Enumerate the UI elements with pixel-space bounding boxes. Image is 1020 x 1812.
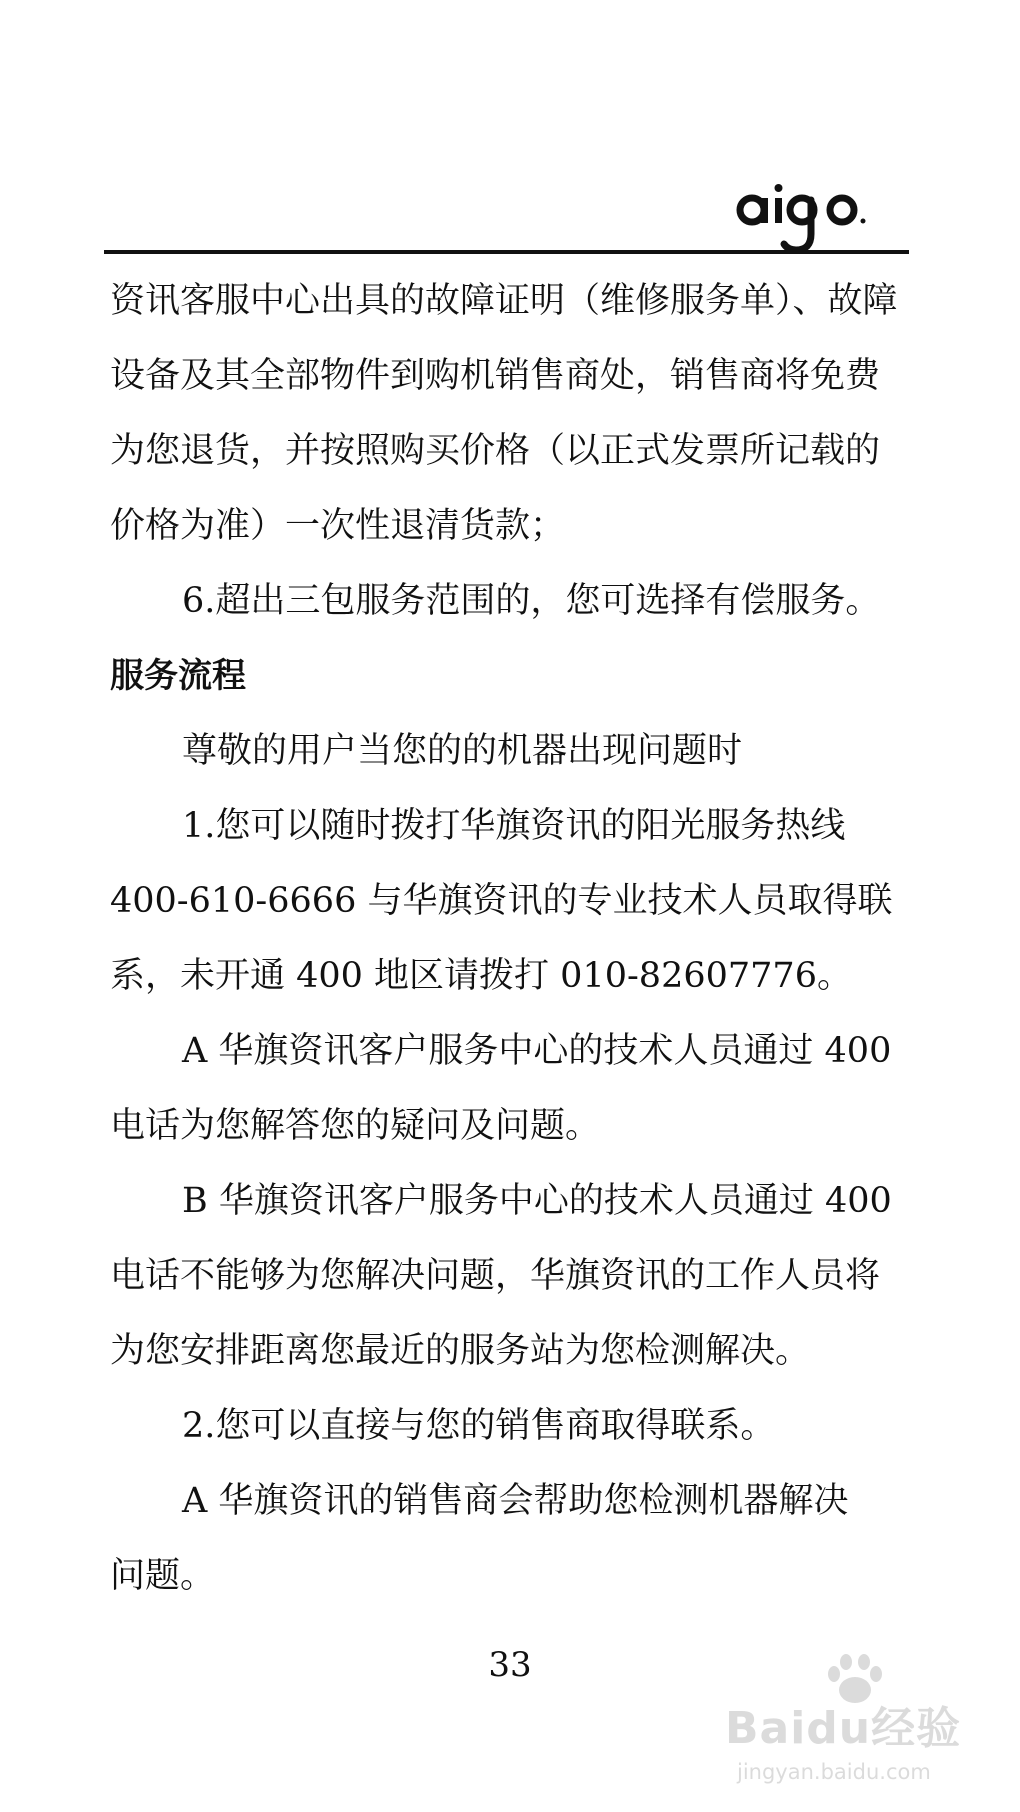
text-line: A 华旗资讯客户服务中心的技术人员通过 400 — [182, 1031, 892, 1071]
text-line: 价格为准）一次性退清货款； — [110, 506, 566, 546]
text-line: B 华旗资讯客户服务中心的技术人员通过 400 — [182, 1181, 892, 1221]
text-line: 问题。 — [110, 1556, 216, 1596]
baidu-watermark — [725, 1650, 995, 1800]
watermark-url: jingyan.baidu.com — [737, 1760, 931, 1784]
text-line: 400-610-6666 与华旗资讯的专业技术人员取得联 — [110, 881, 893, 921]
text-line: 为您安排距离您最近的服务站为您检测解决。 — [110, 1331, 811, 1371]
text-line: A 华旗资讯的销售商会帮助您检测机器解决 — [182, 1481, 849, 1521]
watermark-brand: Baidu经验 — [725, 1703, 962, 1754]
text-line: 6.超出三包服务范围的，您可选择有偿服务。 — [182, 581, 881, 621]
header-rule — [104, 250, 909, 254]
text-line: 系，未开通 400 地区请拨打 010-82607776。 — [110, 956, 852, 996]
page-number: 33 — [488, 1645, 532, 1685]
text-line: 2.您可以直接与您的销售商取得联系。 — [182, 1406, 776, 1446]
text-line: 尊敬的用户当您的的机器出现问题时 — [182, 731, 743, 771]
text-line: 电话不能够为您解决问题，华旗资讯的工作人员将 — [110, 1256, 881, 1296]
text-line: 1.您可以随时拨打华旗资讯的阳光服务热线 — [182, 806, 846, 846]
text-line: 设备及其全部物件到购机销售商处，销售商将免费 — [110, 356, 881, 396]
text-line: 电话为您解答您的疑问及问题。 — [110, 1106, 601, 1146]
page-body — [110, 264, 908, 1614]
text-line: 为您退货，并按照购买价格（以正式发票所记载的 — [110, 431, 881, 471]
aigo-logo — [732, 178, 872, 268]
section-heading: 服务流程 — [110, 656, 246, 696]
text-line: 资讯客服中心出具的故障证明（维修服务单）、故障 — [110, 281, 898, 321]
